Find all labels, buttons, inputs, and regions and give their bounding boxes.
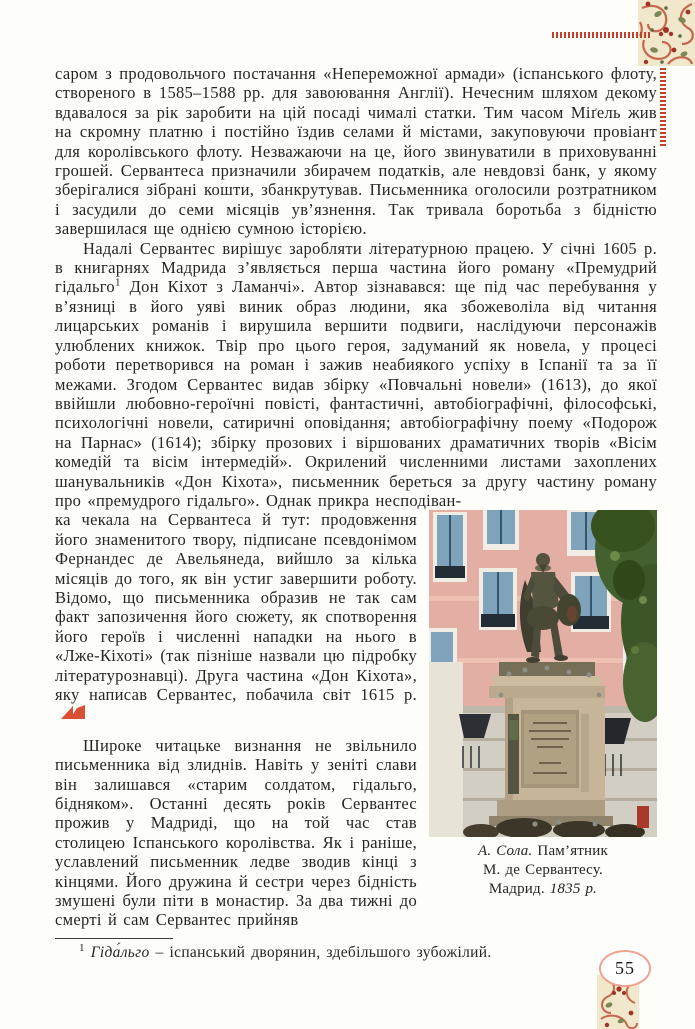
footnote xyxy=(55,938,657,962)
caption-year: 1835 р. xyxy=(549,881,598,898)
monument-figure xyxy=(429,510,657,899)
caption-text: М. де Сервантесу. xyxy=(483,862,603,879)
footnote-reference: 1 xyxy=(114,276,121,289)
dashed-rule-vertical xyxy=(660,66,666,146)
page-number-badge xyxy=(599,950,651,987)
paragraph-fame: Широке читацьке визнання не звільнило письменника від злиднів. Навіть у зеніті слави він залишався «старим солдатом, гідальго, бідняком». Останні десять років Сервантес прожив у Мадриді, що на той час став столицею Іспанського королівства. Як і раніше, уславлений письменник ледве зводив кінці з кінцями. Його дружина й сестри через бідність змушені були піти в монастир. За два тижні до смерті й сам Сервантес прийняв xyxy=(55,735,417,930)
paragraph-armada: саром з продовольчого постачання «Непереможної армади» (іспанського флоту, створеного в 1585–1588 рр. для завоювання Англії). Нечесним шляхом декому вдавалося за рік заробити на цій посаді чималі статки. Тим часом Міґель жив на скромну платню і постійно їздив селами й містами, закуповуючи провіант для королівського флоту. Незважаючи на це, його звинуватили в приховуванні грошей. Сервантеса призначили збирачем податків, але невдовзі банк, у якому зберігалися зібрані кошти, збанкрутував. Письменника оголосили розтратником і засудили до семи місяців ув’язнення. Так тривала боротьба з бідністю завершилася ще однією сумною історією. xyxy=(55,64,657,239)
page-body xyxy=(55,64,657,962)
footnote-rule xyxy=(55,938,173,939)
footnote-number: 1 xyxy=(79,941,85,954)
paragraph-text: Дон Кіхот з Ламанчі». Автор зізнавався: ще під час перебування у в’язниці в його уяві виник образ людини, яка збожеволіла від читання лицарських романів і вирушила вершити подвиги, наслідуючи персонажів улюблених книжок. Твір про цього героя, задуманий як новела, у процесі роботи перетворився на роман і зажив неабиякого успіху в Іспанії та за її межами. Згодом Сервантес видав збірку «Повчальні новели» (1613), до якої ввійшли любовно-героїчні повісті, фантастичні, автобіографічні, філософські, психологічні новели, сатиричні оповідання; автобіографічну поему «Подорож на Парнас» (1614); збірку прозових і віршованих драматичних творів «Вісім комедій та вісім інтермедій». Окрилений численними листами захоплених шанувальників «Дон Кіхота», письменник береться за другу частину роману про «премудрого гідальго». Однак прикра несподіван- xyxy=(55,277,657,510)
paragraph-text: Надалі Сервантес вирішує заробляти літературною працею. У січні 1605 р. в книгарнях Мадрида з’являється перша частина його роману «Премудрий гідальго xyxy=(55,238,657,297)
footnote-definition: – іспанський дворянин, здебільшого зубожілий. xyxy=(149,943,492,961)
footnote-text xyxy=(55,943,657,962)
caption-text: Мадрид. xyxy=(488,881,550,898)
dashed-rule-horizontal xyxy=(552,32,651,38)
paragraph-text: ка чекала на Сервантеса й тут: продовження його знаменитого твору, підписане псевдонімом Фернандес де Авельянеда, вийшло за кілька місяців до того, як він устиг завершити роботу. Відомо, що письменника образив не так сам факт запозичення його сюжету, як спотворення його героїв і численні нападки на нього в «Лже-Кіхоті» (так пізніше назвали цю підробку літературознавці). Друга частина «Дон Кіхота», яку написав Сервантес, побачила світ 1615 р. xyxy=(55,510,417,704)
caption-text: Пам’ятник xyxy=(532,843,608,860)
photo-caption xyxy=(429,842,657,899)
caption-author: А. Сола. xyxy=(477,843,533,860)
footnote-term: Гіда́льго xyxy=(90,943,150,961)
wrap-section xyxy=(55,510,657,962)
cervantes-monument-photo xyxy=(429,510,657,837)
paragraph-don-quixote xyxy=(55,239,657,511)
red-arrow-marker-icon xyxy=(61,705,85,719)
page-number: 55 xyxy=(615,958,635,978)
